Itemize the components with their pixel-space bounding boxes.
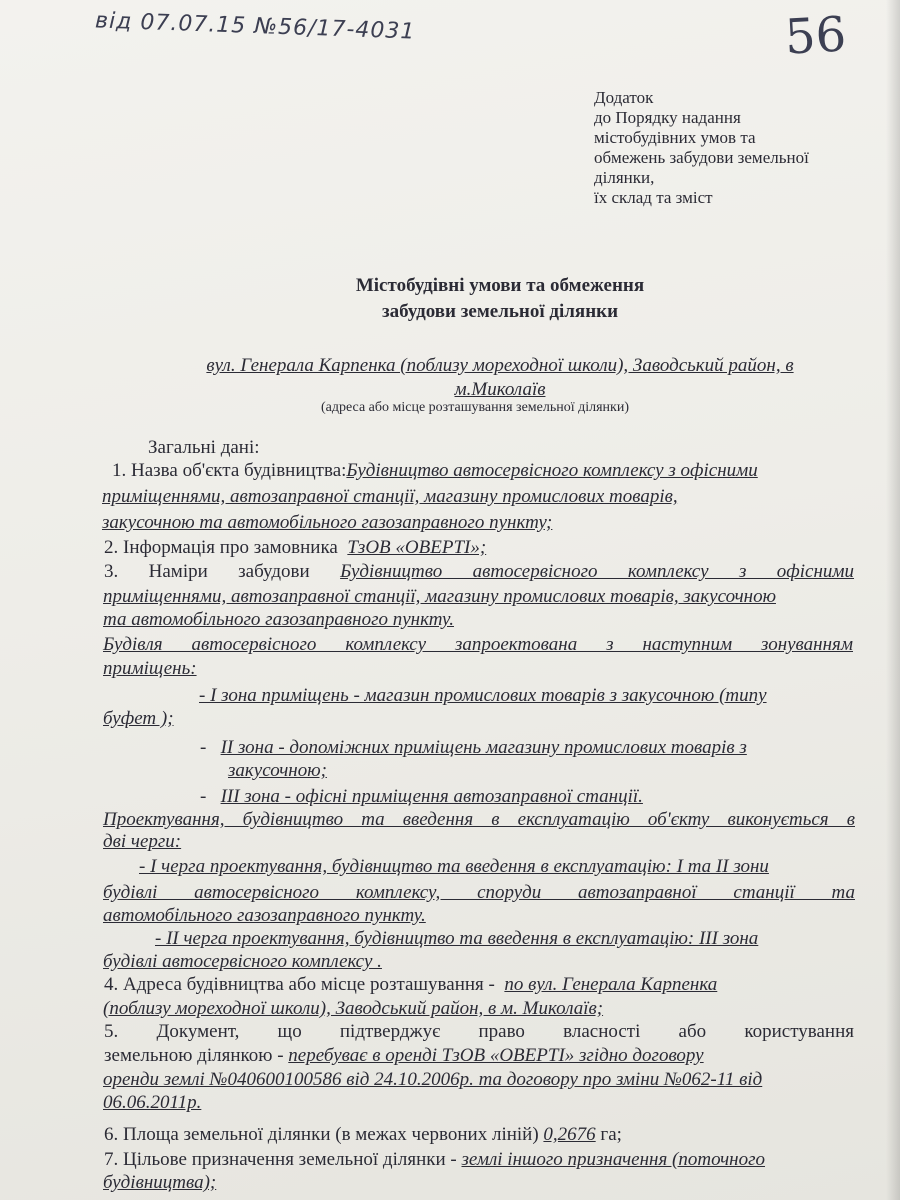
stages-intro-line-2: дві черги: (103, 831, 182, 852)
item-4-value: по вул. Генерала Карпенка (504, 974, 718, 995)
item-4-label: 4. Адреса будівництва або місце розташування - (104, 974, 495, 995)
stage-1-line-3: автомобільного газозаправного пункту. (103, 905, 426, 926)
item-4 (104, 974, 717, 996)
item-3-value: Будівництво автосервісного комплексу з офісними (340, 561, 855, 582)
item-6 (104, 1124, 622, 1146)
item-7 (104, 1149, 765, 1171)
appendix-line: ділянки, (594, 168, 655, 187)
stage-1 (103, 856, 769, 878)
item-1 (112, 460, 758, 482)
appendix-line: містобудівних умов та (594, 128, 756, 147)
site-address (140, 354, 860, 402)
item-3-label: 3. Наміри забудови (104, 561, 310, 582)
stages-intro: Проектування, будівництво та введення в експлуатацію об'єкту виконується в (103, 809, 855, 830)
item-7-value: землі іншого призначення (поточного (461, 1149, 765, 1170)
appendix-line: Додаток (594, 88, 654, 107)
appendix-line: обмежень забудови земельної (594, 148, 809, 167)
item-2-label: 2. Інформація про замовника (104, 537, 338, 558)
zone-2-text: ІІ зона - допоміжних приміщень магазину промислових товарів з (220, 737, 747, 758)
zone-2 (200, 737, 747, 759)
bullet-dash: - (200, 786, 221, 807)
item-5-value: перебуває в оренді ТзОВ «ОВЕРТІ» згідно договору (288, 1045, 704, 1066)
zone-3 (200, 786, 643, 808)
zone-3-text: ІІІ зона - офісні приміщення автозаправної станції. (220, 786, 643, 807)
item-1-label: 1. Назва об'єкта будівництва: (112, 460, 347, 481)
address-line-2: м.Миколаїв (454, 379, 546, 400)
item-5-value-line-3: оренди землі №040600100586 від 24.10.2006р. та договору про зміни №062-11 від (103, 1069, 763, 1090)
item-5: 5. Документ, що підтверджує право власності або користування (104, 1021, 854, 1042)
item-7-value-line-2: будівництва); (103, 1172, 217, 1193)
item-5-line-2 (104, 1045, 704, 1067)
bullet-dash: - (200, 737, 221, 758)
item-1-value-line-3: закусочною та автомобільного газозаправного пункту; (102, 512, 553, 533)
address-caption: (адреса або місце розташування земельної ділянки) (321, 400, 629, 415)
zone-1-line-2: буфет ); (103, 708, 174, 729)
appendix-note (594, 88, 809, 208)
item-3 (104, 561, 854, 583)
handwritten-page-number: 56 (783, 6, 848, 66)
item-3-value-line-3: та автомобільного газозаправного пункту. (103, 609, 454, 630)
document-title (0, 273, 900, 325)
title-line-1: Містобудівні умови та обмеження (355, 275, 645, 296)
item-6-value: 0,2676 (543, 1124, 596, 1145)
appendix-line: до Порядку надання (594, 108, 741, 127)
item-2 (104, 537, 486, 559)
zone-1-text: - І зона приміщень - магазин промислових товарів з закусочною (типу (199, 685, 767, 706)
item-2-value: ТзОВ «ОВЕРТІ»; (347, 537, 487, 558)
stage-2-line-2: будівлі автосервісного комплексу . (103, 951, 382, 972)
zoning-intro-line-2: приміщень: (103, 658, 197, 679)
zoning-intro: Будівля автосервісного комплексу запроектована з наступним зонуванням (103, 634, 853, 655)
item-5-label: земельною ділянкою - (104, 1045, 284, 1066)
section-heading: Загальні дані: (148, 437, 260, 458)
item-7-label: 7. Цільове призначення земельної ділянки - (104, 1149, 457, 1170)
zone-2-line-2: закусочною; (228, 760, 327, 781)
item-4-value-line-2: (поблизу мореходної школи), Заводський район, в м. Миколаїв; (103, 998, 604, 1019)
stage-1-line-2: будівлі автосервісного комплексу, споруди автозаправної станції та (103, 882, 855, 903)
item-6-unit: га; (600, 1124, 622, 1145)
appendix-line: їх склад та зміст (594, 188, 713, 207)
item-6-label: 6. Площа земельної ділянки (в межах червоних ліній) (104, 1124, 539, 1145)
address-line-1: вул. Генерала Карпенка (поблизу мореходної школи), Заводський район, в (206, 355, 794, 376)
item-1-value-line-2: приміщеннями, автозаправної станції, магазину промислових товарів, (102, 486, 678, 507)
handwritten-registration: від 07.07.15 №56/17-4031 (94, 8, 416, 45)
page-edge-shadow (886, 0, 900, 1200)
item-3-value-line-2: приміщеннями, автозаправної станції, магазину промислових товарів, закусочною (103, 586, 776, 607)
stage-1-text: - І черга проектування, будівництво та введення в експлуатацію: І та ІІ зони (139, 856, 769, 877)
stage-2 (103, 928, 758, 950)
title-line-2: забудови земельної ділянки (381, 301, 619, 322)
item-1-value: Будівництво автосервісного комплексу з офісними (346, 460, 758, 481)
item-5-value-line-4: 06.06.2011р. (103, 1092, 202, 1113)
stage-2-text: - ІІ черга проектування, будівництво та введення в експлуатацію: ІІІ зона (155, 928, 759, 949)
zone-1 (103, 685, 767, 707)
